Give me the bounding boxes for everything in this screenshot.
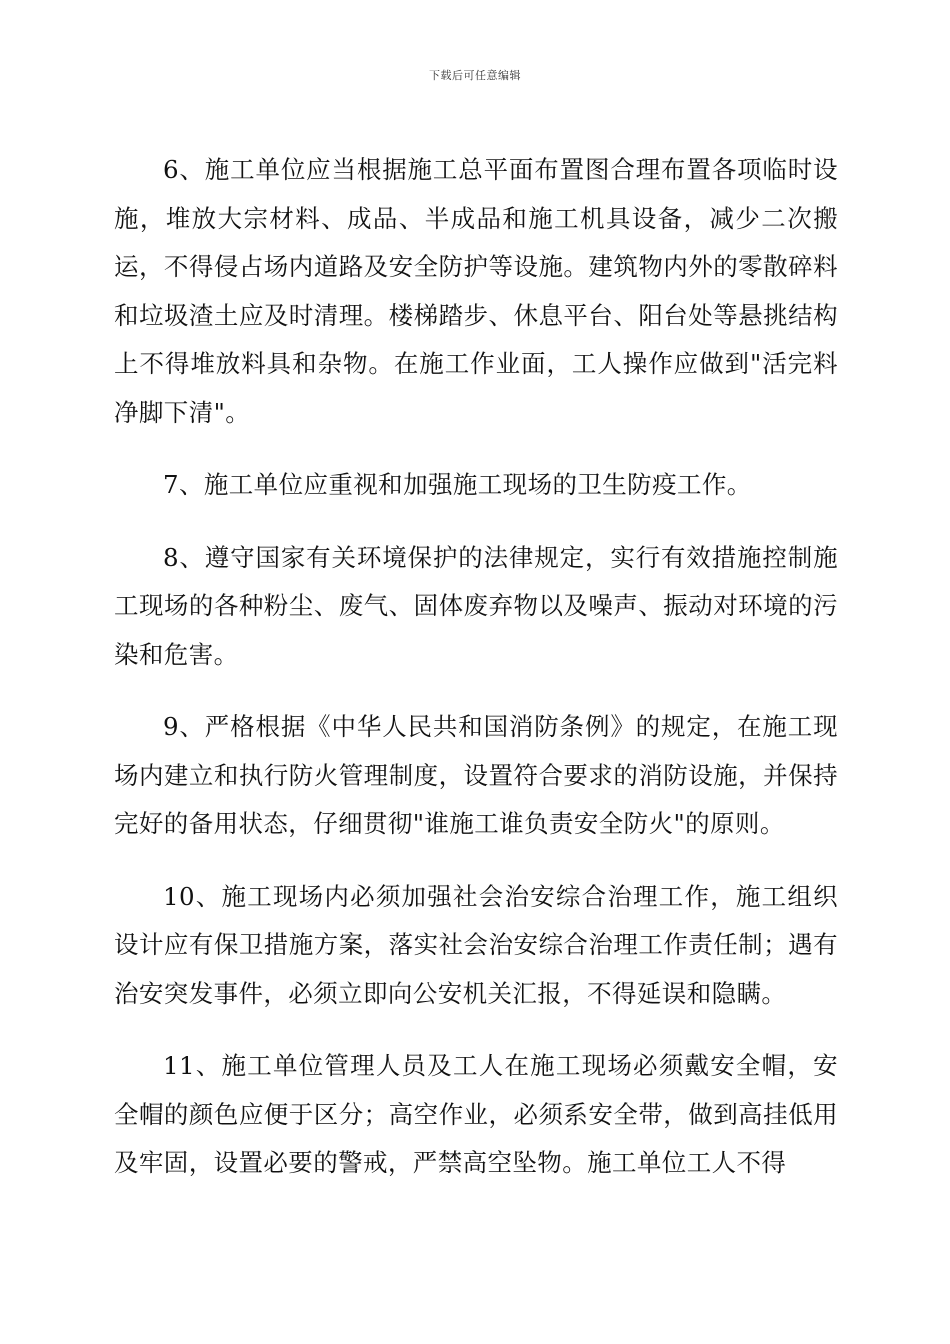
document-body — [114, 146, 838, 1212]
paragraph-10: 10、施工现场内必须加强社会治安综合治理工作，施工组织设计应有保卫措施方案，落实社会治安综合治理工作责任制；遇有治安突发事件，必须立即向公安机关汇报，不得延误和隐瞒。 — [114, 881, 838, 1008]
page-header-note: 下载后可任意编辑 — [429, 69, 521, 82]
paragraph-7: 7、施工单位应重视和加强施工现场的卫生防疫工作。 — [163, 470, 752, 499]
paragraph-9: 9、严格根据《中华人民共和国消防条例》的规定，在施工现场内建立和执行防火管理制度，设置符合要求的消防设施，并保持完好的备用状态，仔细贯彻"谁施工谁负责安全防火"的原则。 — [114, 712, 838, 838]
paragraph-6: 6、施工单位应当根据施工总平面布置图合理布置各项临时设施，堆放大宗材料、成品、半成品和施工机具设备，减少二次搬运，不得侵占场内道路及安全防护等设施。建筑物内外的零散碎料和垃圾渣土应及时清理。楼梯踏步、休息平台、阳台处等悬挑结构上不得堆放料具和杂物。在施工作业面，工人操作应做到"活完料净脚下清"。 — [114, 155, 838, 427]
paragraph-11: 11、施工单位管理人员及工人在施工现场必须戴安全帽，安全帽的颜色应便于区分；高空作业，必须系安全带，做到高挂低用及牢固，设置必要的警戒，严禁高空坠物。施工单位工人不得 — [114, 1051, 838, 1177]
paragraph-8: 8、遵守国家有关环境保护的法律规定，实行有效措施控制施工现场的各种粉尘、废气、固体废弃物以及噪声、振动对环境的污染和危害。 — [114, 542, 838, 669]
